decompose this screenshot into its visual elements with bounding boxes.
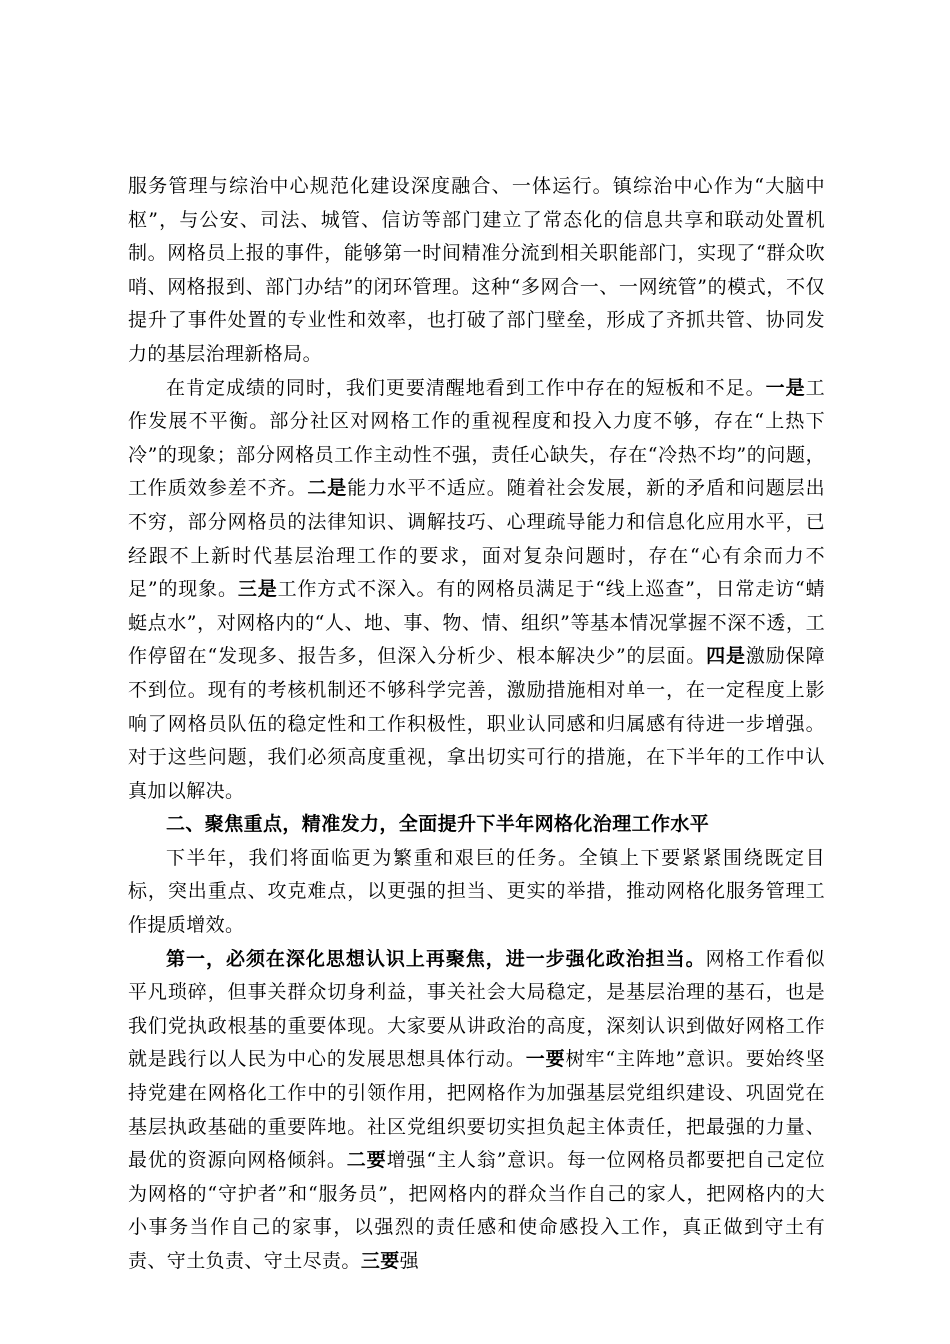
- requirement-1-key: 一要: [525, 1048, 566, 1071]
- section-heading-2: 二、聚焦重点，精准发力，全面提升下半年网格化治理工作水平: [166, 813, 710, 836]
- shortcoming-3-key: 三是: [237, 578, 278, 601]
- requirement-3-key: 三要: [360, 1250, 400, 1272]
- first-point-lead: 第一，必须在深化思想认识上再聚焦，进一步强化政治担当。: [166, 947, 706, 970]
- paragraph-second-half-tasks: [128, 842, 825, 943]
- document-body: [128, 170, 825, 1279]
- second-half-tasks-text: 下半年，我们将面临更为繁重和艰巨的任务。全镇上下要紧紧围绕既定目标，突出重点、攻克难点，以更强的担当、更实的举措，推动网格化服务管理工作提质增效。: [128, 846, 825, 937]
- first-point-text: 网格工作看似平凡琐碎，但事关群众切身利益，事关社会大局稳定，是基层治理的基石，也是我们党执政根基的重要体现。大家要从讲政治的高度，深刻认识到做好网格工作就是践行以人民为中心的发展思想具体行动。: [128, 947, 825, 1071]
- paragraph-shortcomings: [128, 372, 825, 809]
- shortcomings-intro: 在肯定成绩的同时，我们更要清醒地看到工作中存在的短板和不足。: [166, 376, 766, 399]
- paragraph-integration: [128, 170, 825, 372]
- shortcoming-4-text: 激励保障不到位。现有的考核机制还不够科学完善，激励措施相对单一，在一定程度上影响了网格员队伍的稳定性和工作积极性，职业认同感和归属感有待进一步增强。对于这些问题，我们必须高度重视，拿出切实可行的措施，在下半年的工作中认真加以解决。: [128, 645, 825, 802]
- shortcoming-2-key: 二是: [307, 477, 348, 500]
- shortcoming-2-text: 能力水平不适应。随着社会发展，新的矛盾和问题层出不穷，部分网格员的法律知识、调解技巧、心理疏导能力和信息化应用水平，已经跟不上新时代基层治理工作的要求，面对复杂问题时，存在“心有余而力不足”的现象。: [128, 477, 825, 601]
- requirement-2-text: 增强“主人翁”意识。每一位网格员都要把自己定位为网格的“守护者”和“服务员”，把网格内的群众当作自己的家人，把网格内的大小事务当作自己的家事，以强烈的责任感和使命感投入工作，真正做到守土有责、守土负责、守土尽责。: [128, 1149, 825, 1272]
- shortcoming-1-text: 工作发展不平衡。部分社区对网格工作的重视程度和投入力度不够，存在“上热下冷”的现象；部分网格员工作主动性不强，责任心缺失，存在“冷热不均”的问题，工作质效参差不齐。: [128, 376, 825, 500]
- requirement-2-key: 二要: [346, 1149, 387, 1172]
- shortcoming-4-key: 四是: [706, 645, 746, 668]
- paragraph-integration-text: 服务管理与综治中心规范化建设深度融合、一体运行。镇综治中心作为“大脑中枢”，与公安、司法、城管、信访等部门建立了常态化的信息共享和联动处置机制。网格员上报的事件，能够第一时间精准分流到相关职能部门，实现了“群众吹哨、网格报到、部门办结”的闭环管理。这种“多网合一、一网统管”的模式，不仅提升了事件处置的专业性和效率，也打破了部门壁垒，形成了齐抓共管、协同发力的基层治理新格局。: [128, 175, 825, 365]
- requirement-1-text: 树牢“主阵地”意识。要始终坚持党建在网格化工作中的引领作用，把网格作为加强基层党组织建设、巩固党在基层执政基础的重要阵地。社区党组织要切实担负起主体责任，把最强的力量、最优的资源向网格倾斜。: [128, 1048, 825, 1172]
- shortcoming-3-text: 工作方式不深入。有的网格员满足于“线上巡查”，日常走访“蜻蜓点水”，对网格内的“人、地、事、物、情、组织”等基本情况掌握不深不透，工作停留在“发现多、报告多，但深入分析少、根本解决少”的层面。: [128, 578, 825, 668]
- shortcoming-1-key: 一是: [765, 376, 806, 399]
- requirement-3-text: 强: [399, 1250, 420, 1272]
- paragraph-first-point: [128, 943, 825, 1279]
